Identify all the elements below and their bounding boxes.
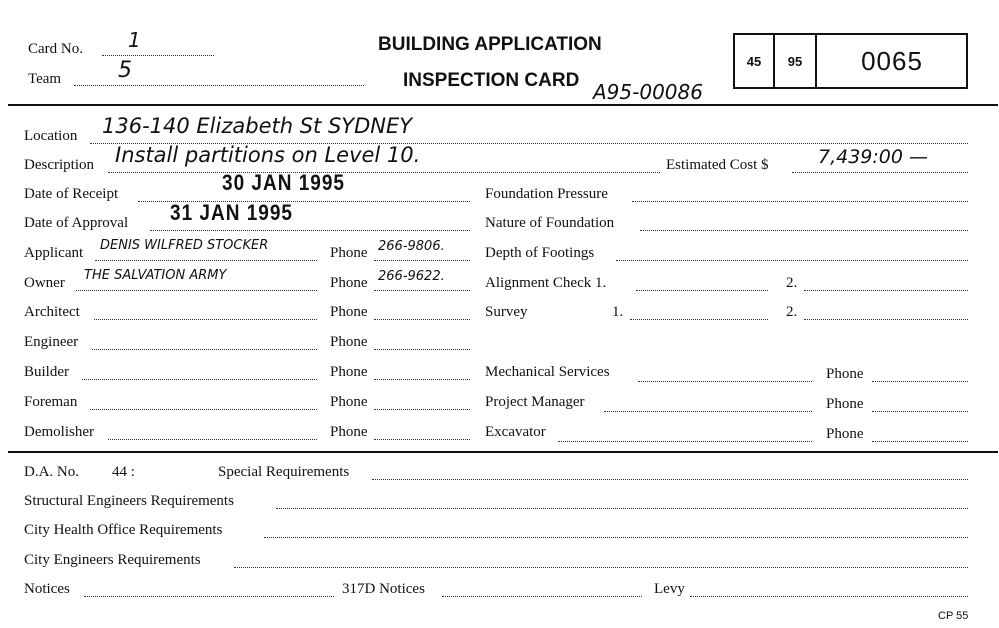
applicant-phone-line [374, 260, 470, 261]
receipt-value: 30 JAN 1995 [222, 171, 345, 196]
survey-label: Survey [485, 304, 528, 320]
alignment-line-1 [636, 290, 768, 291]
levy-label: Levy [654, 581, 685, 597]
structural-requirements-label: Structural Engineers Requirements [24, 493, 234, 509]
nature-foundation-line [640, 230, 968, 231]
foundation-pressure-line [632, 201, 968, 202]
handwritten-reference: A95-00086 [593, 80, 703, 104]
card-no-label: Card No. [28, 41, 83, 57]
architect-line [94, 319, 317, 320]
health-requirements-line [264, 537, 968, 538]
estimated-cost-value: 7,439:00 — [818, 146, 929, 168]
excavator-line [558, 441, 812, 442]
excavator-label: Excavator [485, 424, 546, 440]
foreman-line [90, 409, 317, 410]
alignment-line-2 [804, 290, 968, 291]
description-line [108, 172, 660, 173]
location-value: 136-140 Elizabeth St SYDNEY [102, 114, 413, 138]
owner-phone-line [374, 290, 470, 291]
mechanical-services-label: Mechanical Services [485, 364, 610, 380]
mechanical-phone-label: Phone [826, 366, 864, 382]
team-label: Team [28, 71, 62, 87]
applicant-line [95, 260, 317, 261]
project-manager-phone-line [872, 411, 968, 412]
levy-line [690, 596, 968, 597]
estimated-cost-label: Estimated Cost $ [666, 157, 769, 173]
excavator-phone-line [872, 441, 968, 442]
demolisher-phone-label: Phone [330, 424, 368, 440]
title-line-2: INSPECTION CARD [403, 70, 580, 91]
engineer-phone-line [374, 349, 470, 350]
notices-label: Notices [24, 581, 70, 597]
section-rule [8, 451, 998, 453]
demolisher-line [108, 439, 317, 440]
footer-code: CP 55 [938, 610, 969, 622]
architect-phone-label: Phone [330, 304, 368, 320]
foreman-label: Foreman [24, 394, 78, 410]
notices-line [84, 596, 334, 597]
special-requirements-line [372, 479, 968, 480]
builder-line [82, 379, 317, 380]
card-no-value: 1 [128, 28, 141, 52]
health-requirements-label: City Health Office Requirements [24, 522, 223, 538]
survey-2-label: 2. [786, 304, 798, 320]
applicant-phone-label: Phone [330, 245, 368, 261]
demolisher-label: Demolisher [24, 424, 94, 440]
excavator-phone-label: Phone [826, 426, 864, 442]
architect-label: Architect [24, 304, 80, 320]
receipt-label: Date of Receipt [24, 186, 119, 202]
city-engineers-line [234, 567, 968, 568]
applicant-value: DENIS WILFRED STOCKER [100, 238, 269, 253]
approval-label: Date of Approval [24, 215, 129, 231]
survey-line-2 [804, 319, 968, 320]
survey-1-label: 1. [612, 304, 624, 320]
city-engineers-label: City Engineers Requirements [24, 552, 201, 568]
project-manager-phone-label: Phone [826, 396, 864, 412]
description-label: Description [24, 157, 94, 173]
box-cell-3: 0065 [861, 45, 923, 76]
engineer-line [92, 349, 317, 350]
special-requirements-label: Special Requirements [218, 464, 350, 480]
architect-phone-line [374, 319, 470, 320]
da-no-label: D.A. No. [24, 464, 79, 480]
foreman-phone-line [374, 409, 470, 410]
approval-value: 31 JAN 1995 [170, 201, 293, 226]
alignment-2-label: 2. [786, 275, 798, 291]
builder-label: Builder [24, 364, 69, 380]
project-manager-label: Project Manager [485, 394, 585, 410]
nature-foundation-label: Nature of Foundation [485, 215, 615, 231]
header-rule [8, 104, 998, 106]
team-line [74, 85, 364, 86]
foreman-phone-label: Phone [330, 394, 368, 410]
depth-footings-line [616, 260, 968, 261]
project-manager-line [604, 411, 812, 412]
owner-phone-label: Phone [330, 275, 368, 291]
title-line-1: BUILDING APPLICATION [378, 34, 602, 55]
builder-phone-line [374, 379, 470, 380]
approval-line [150, 230, 470, 231]
applicant-label: Applicant [24, 245, 84, 261]
notices-317d-label: 317D Notices [342, 581, 425, 597]
location-label: Location [24, 128, 78, 144]
owner-label: Owner [24, 275, 65, 291]
mechanical-services-line [638, 381, 812, 382]
engineer-phone-label: Phone [330, 334, 368, 350]
notices-317d-line [442, 596, 642, 597]
demolisher-phone-line [374, 439, 470, 440]
builder-phone-label: Phone [330, 364, 368, 380]
card-no-line [102, 55, 214, 56]
foundation-pressure-label: Foundation Pressure [485, 186, 608, 202]
team-value: 5 [118, 58, 132, 83]
owner-phone-value: 266-9622. [378, 269, 445, 284]
mechanical-phone-line [872, 381, 968, 382]
estimated-cost-line [792, 172, 968, 173]
description-value: Install partitions on Level 10. [115, 143, 421, 167]
engineer-label: Engineer [24, 334, 79, 350]
depth-footings-label: Depth of Footings [485, 245, 595, 261]
applicant-phone-value: 266-9806. [378, 239, 445, 254]
owner-value: THE SALVATION ARMY [84, 268, 227, 283]
structural-requirements-line [276, 508, 968, 509]
box-cell-2: 95 [787, 53, 803, 69]
box-cell-1: 45 [746, 53, 762, 69]
da-no-value: 44 : [112, 464, 135, 480]
survey-line-1 [630, 319, 768, 320]
owner-line [76, 290, 317, 291]
alignment-check-label: Alignment Check 1. [485, 275, 607, 291]
